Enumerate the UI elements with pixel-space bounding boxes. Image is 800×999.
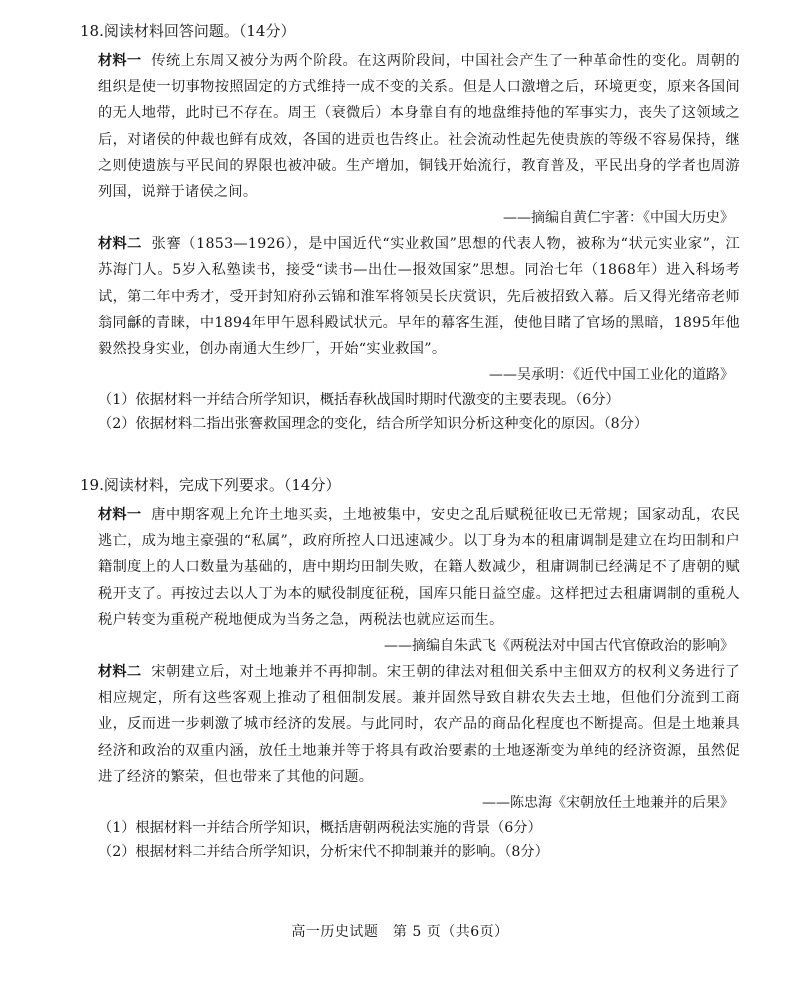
material-label: 材料二 — [98, 664, 142, 681]
question-title: 18.阅读材料回答问题。（14分） — [80, 22, 296, 40]
material-text: 宋朝建立后，对土地兼并不再抑制。宋王朝的律法对租佃关系中主佃双方的权利义务进行了相应规定，所有这些客观上推动了租佃制发展。兼并固然导致自耕农失去土地，但他们分流到工商业，反而进一步刺激了城市经济的发展。与此同时，农产品的商品化程度也不断提高。但是土地兼具经济和政治的双重内涵，放任土地兼并等于将具有政治要素的土地逐渐变为单纯的经济资源，虽然促进了经济的繁荣，但也带来了其他的问题。 — [98, 664, 740, 785]
material-label: 材料一 — [98, 53, 142, 69]
material-text: 唐中期客观上允许土地买卖，土地被集中，安史之乱后赋税征收已无常规；国家动乱，农民逃亡，成为地主豪强的“私属”，政府所控人口迅速减少。以丁身为本的租庸调制是建立在均田制和户籍制度上的人口数量为基础的，唐中期均田制失败，在籍人数减少，租庸调制已经满足不了唐朝的赋税开支了。再按过去以人丁为本的赋役制度征税，国库只能日益空虚。这样把过去租庸调制的重税人税户转变为重税产税地便成为当务之急，两税法也就应运而生。 — [98, 507, 740, 628]
material-1 — [98, 48, 740, 205]
material-source: ——陈忠海《宋朝放任土地兼并的后果》 — [482, 795, 734, 812]
question-18 — [80, 20, 740, 436]
material-2 — [98, 659, 740, 790]
sub-question-2: （2）根据材料二并结合所学知识，分析宋代不抑制兼并的影响。（8分） — [98, 844, 549, 861]
material-text: 传统上东周又被分为两个阶段。在这两阶段间，中国社会产生了一种革命性的变化。周朝的组织是使一切事物按照固定的方式维持一成不变的关系。但是人口激增之后，环境更变，原来各国间的无人地带，此时已不存在。周王（衰微后）本身靠自有的地盘维持他的军事实力，丧失了这领域之后，对诸侯的仲裁也鲜有成效，各国的进贡也告终止。社会流动性起先使贵族的等级不容易保持，继之则使遗族与平民间的界限也被冲破。生产增加，铜钱开始流行，教育普及，平民出身的学者也周游列国，说辩于诸侯之间。 — [98, 53, 740, 201]
material-source: ——吴承明：《近代中国工业化的道路》 — [489, 367, 734, 384]
material-label: 材料二 — [98, 236, 142, 253]
sub-question-1: （1）根据材料一并结合所学知识，概括唐朝两税法实施的背景（6分） — [98, 820, 542, 837]
question-19 — [80, 474, 740, 864]
material-text: 张謇（1853—1926），是中国近代“实业救国”思想的代表人物，被称为“状元实业家”，江苏海门人。5岁入私塾读书，接受“读书—出仕—报效国家”思想。同治七年（1868年）进入科场考试，第二年中秀才，受开封知府孙云锦和淮军将领吴长庆赏识，先后被招致入幕。后又得光绪帝老师翁同龢的青睐，中1894年甲午恩科殿试状元。早年的幕客生涯，使他目睹了官场的黑暗，1895年他毅然投身实业，创办南通大生纱厂，开始“实业救国”。 — [98, 236, 740, 358]
material-label: 材料一 — [98, 507, 142, 523]
material-source: ——摘编自黄仁宇著：《中国大历史》 — [503, 210, 734, 227]
sub-question-1: （1）依据材料一并结合所学知识，概括春秋战国时期时代激变的主要表现。（6分） — [98, 392, 620, 409]
question-title: 19.阅读材料，完成下列要求。（14分） — [80, 476, 341, 494]
sub-question-2: （2）依据材料二指出张謇救国理念的变化，结合所学知识分析这种变化的原因。（8分） — [98, 416, 649, 433]
material-1 — [98, 502, 740, 633]
page-footer: 高一历史试题 第 5 页（共6页） — [291, 924, 509, 940]
material-2 — [98, 231, 740, 362]
material-source: ——摘编自朱武飞《两税法对中国古代官僚政治的影响》 — [384, 638, 734, 655]
